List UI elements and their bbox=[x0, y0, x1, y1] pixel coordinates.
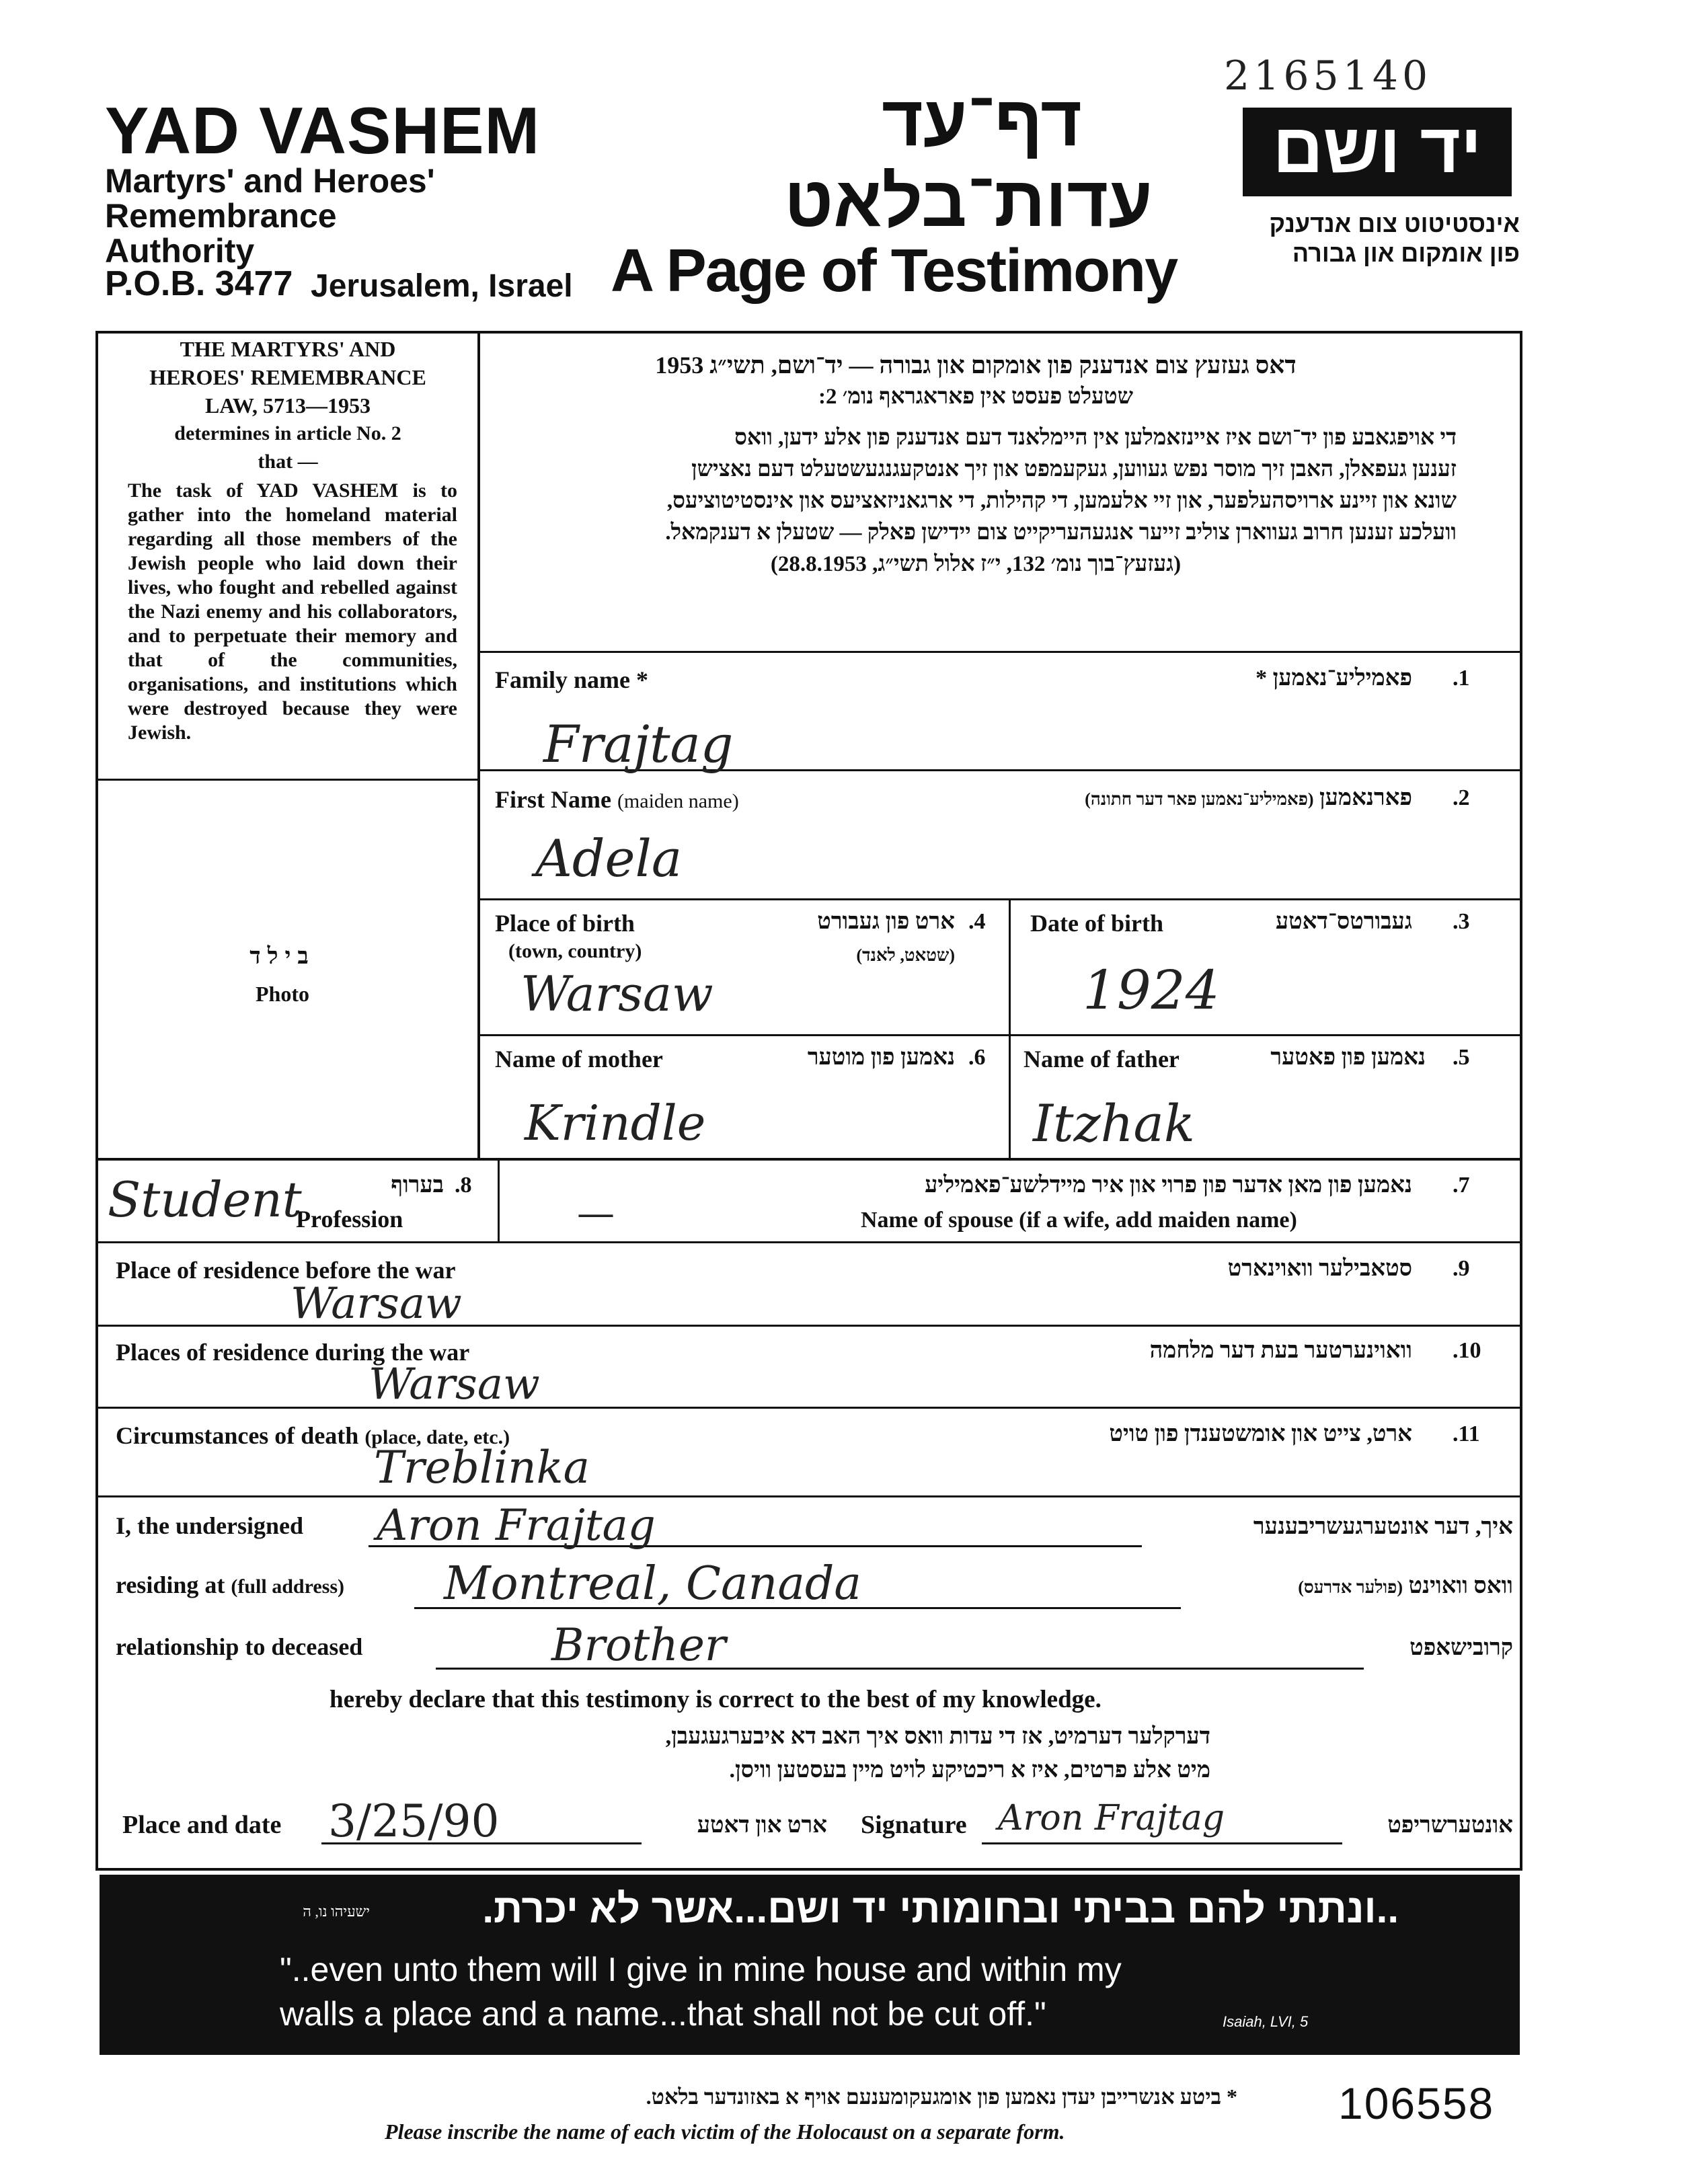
residence-before-value[interactable]: Warsaw bbox=[291, 1279, 462, 1329]
place-date-label: Place and date bbox=[122, 1811, 282, 1839]
hebrew-law-line-1: דאס געזעץ צום אנדענק פון אומקום און גבורה — יד־ושם, תשי״ג 1953 bbox=[655, 352, 1297, 379]
first-name-label-main: First Name bbox=[495, 786, 611, 813]
date-of-birth-hebrew: געבורטס־דאטע bbox=[1275, 909, 1412, 934]
row-line-8 bbox=[95, 1407, 1522, 1409]
signature-hebrew: אונטערשריפט bbox=[1387, 1813, 1513, 1838]
footer-hebrew: * ביטע אנשרייבן יעדן נאמען פון אומגעקומענעם אויף א באזונדער בלאט. bbox=[646, 2084, 1237, 2109]
row-line-5 bbox=[95, 1158, 1522, 1161]
family-name-hebrew: פאמיליע־נאמען * bbox=[1255, 666, 1412, 691]
first-name-value[interactable]: Adela bbox=[535, 828, 683, 888]
date-of-birth-number: .3 bbox=[1453, 909, 1470, 934]
law-title-3: LAW, 5713—1953 bbox=[205, 393, 371, 418]
place-of-birth-sub: (town, country) bbox=[508, 940, 642, 962]
frame-right bbox=[1520, 331, 1522, 1871]
spouse-value[interactable]: — bbox=[577, 1192, 615, 1235]
residence-before-label: Place of residence before the war bbox=[116, 1257, 456, 1284]
undersigned-value[interactable]: Aron Frajtag bbox=[377, 1501, 656, 1551]
residence-during-number: .10 bbox=[1453, 1338, 1481, 1363]
org-name: YAD VASHEM bbox=[105, 93, 541, 167]
first-name-label-sub: (maiden name) bbox=[617, 790, 739, 812]
residence-during-value[interactable]: Warsaw bbox=[369, 1360, 540, 1409]
place-of-birth-hebrew: ארט פון געבורט bbox=[817, 909, 955, 934]
date-of-birth-value[interactable]: 1924 bbox=[1083, 959, 1220, 1021]
undersigned-hebrew: איך, דער אונטערגעשריבענער bbox=[1253, 1514, 1513, 1539]
place-date-value[interactable]: 3/25/90 bbox=[328, 1795, 500, 1847]
hebrew-law-line-5: שונא און זיינע ארויסהעלפער, און זיי אלעמען, די קהילות, די ארגאניזאציעס און אינסטיטוציעס, bbox=[666, 489, 1457, 513]
hebrew-law-line-7: (געזעץ־בוך נומ׳ 132, י״ז אלול תשי״ג, 28.8.1953) bbox=[770, 552, 1182, 576]
law-title-5: that — bbox=[258, 451, 318, 473]
page-title: A Page of Testimony bbox=[611, 237, 1177, 305]
father-name-hebrew: נאמען פון פאטער bbox=[1270, 1045, 1426, 1070]
hebrew-title-1: דף־עד bbox=[882, 81, 1082, 161]
hebrew-statement-2: מיט אלע פרטים, איז א ריכטיקע לויט מיין בעסטען וויסן. bbox=[729, 1758, 1210, 1783]
frame-left bbox=[95, 331, 98, 1871]
law-box-bottom bbox=[95, 779, 480, 781]
father-name-label: Name of father bbox=[1023, 1046, 1180, 1072]
first-name-hebrew-main: פארנאמען bbox=[1319, 785, 1412, 810]
family-name-value[interactable]: Frajtag bbox=[543, 714, 734, 774]
profession-label: Profession bbox=[296, 1206, 403, 1233]
residing-hebrew bbox=[1184, 1573, 1513, 1599]
org-line-2: Remembrance bbox=[105, 197, 337, 235]
row-line-9 bbox=[95, 1495, 1522, 1497]
residence-during-hebrew: וואוינערטער בעת דער מלחמה bbox=[1149, 1338, 1412, 1363]
death-number: .11 bbox=[1453, 1421, 1480, 1446]
mother-name-label: Name of mother bbox=[495, 1046, 663, 1072]
place-of-birth-label: Place of birth bbox=[495, 910, 635, 937]
mother-name-value[interactable]: Krindle bbox=[525, 1095, 706, 1151]
residence-before-number: .9 bbox=[1453, 1256, 1470, 1281]
logo-subtitle-2: פון אומקום און גבורה bbox=[1292, 239, 1520, 267]
residing-hebrew-main: וואס וואוינט bbox=[1408, 1573, 1513, 1598]
law-box-body: The task of YAD VASHEM is to gather into the homeland material regarding all those members of the Jewish people who laid down their lives, who fought and rebelled against the Nazi enemy and his collaborators, and to perpetuate their memory and that of the communities, organisations, and institutions which were destroyed because they were Jewish. bbox=[128, 479, 457, 744]
org-city: Jerusalem, Israel bbox=[311, 268, 573, 304]
spouse-label: Name of spouse (if a wife, add maiden name) bbox=[861, 1208, 1297, 1233]
hebrew-law-line-6: וועלכע זענען חרוב געווארן צוליב זייער אנגעהעריקייט צום יידישן פאלק — שטעלן א דענקמאל. bbox=[665, 520, 1457, 545]
death-value[interactable]: Treblinka bbox=[374, 1442, 590, 1493]
registration-number-top: 2165140 bbox=[1224, 52, 1432, 100]
residing-label bbox=[116, 1571, 344, 1599]
spouse-hebrew: נאמען פון מאן אדער פון פרוי און איר מיידלשע־פאמיליע bbox=[925, 1173, 1412, 1198]
law-title-2: HEROES' REMEMBRANCE bbox=[149, 365, 426, 389]
law-title-1: THE MARTYRS' AND bbox=[180, 337, 396, 361]
relationship-value[interactable]: Brother bbox=[551, 1619, 726, 1671]
row-line-6 bbox=[95, 1241, 1522, 1243]
death-hebrew: ארט, צייט און אומשטענדן פון טויט bbox=[1109, 1421, 1412, 1446]
org-line-1: Martyrs' and Heroes' bbox=[105, 162, 435, 200]
mother-name-hebrew: נאמען פון מוטער bbox=[807, 1045, 955, 1070]
date-of-birth-label: Date of birth bbox=[1030, 910, 1163, 937]
banner-hebrew-reference: ישעיהו נו, ה bbox=[303, 1903, 370, 1920]
residence-before-hebrew: סטאבילער וואוינארט bbox=[1227, 1256, 1412, 1281]
spouse-number: .7 bbox=[1453, 1173, 1470, 1198]
hebrew-title-2: עדות־בלאט bbox=[784, 162, 1153, 241]
declaration-statement: hereby declare that this testimony is correct to the best of my knowledge. bbox=[330, 1686, 1102, 1713]
registration-number-bottom: 106558 bbox=[1338, 2078, 1495, 2128]
profession-value[interactable]: Student bbox=[108, 1171, 302, 1228]
family-name-number: .1 bbox=[1453, 666, 1470, 691]
footer-english: Please inscribe the name of each victim of the Holocaust on a separate form. bbox=[385, 2119, 1065, 2144]
column-divider-birth bbox=[1009, 898, 1011, 1159]
place-of-birth-value[interactable]: Warsaw bbox=[520, 966, 713, 1022]
first-name-number: .2 bbox=[1453, 785, 1470, 810]
hebrew-law-line-3: די אויפגאבע פון יד־ושם איז איינזאמלען אין היימלאנד דעם אנדענק פון אלע ידען, וואס bbox=[734, 426, 1457, 450]
residing-hebrew-sub: (פולער אדרעס) bbox=[1298, 1577, 1403, 1597]
death-label-sub: (place, date, etc.) bbox=[364, 1426, 510, 1448]
photo-label: Photo bbox=[256, 982, 309, 1006]
family-name-label: Family name * bbox=[495, 666, 648, 693]
residing-label-main: residing at bbox=[116, 1571, 225, 1598]
row-line-3 bbox=[477, 898, 1522, 900]
relationship-label: relationship to deceased bbox=[116, 1633, 363, 1660]
banner-quote-line-2: walls a place and a name...that shall not be cut off." bbox=[280, 1995, 1046, 2033]
org-line-3: Authority bbox=[105, 232, 255, 270]
undersigned-label: I, the undersigned bbox=[116, 1512, 304, 1539]
frame-top bbox=[95, 331, 1522, 334]
row-line-1 bbox=[477, 651, 1522, 653]
hebrew-law-line-2: שטעלט פעסט אין פאראגראף נומ׳ 2: bbox=[818, 385, 1133, 409]
row-line-4 bbox=[477, 1034, 1522, 1036]
place-of-birth-hebrew-sub: (שטאט, לאנד) bbox=[856, 945, 955, 965]
relationship-hebrew: קרובישאפט bbox=[1409, 1635, 1513, 1660]
residence-during-label: Places of residence during the war bbox=[116, 1339, 470, 1366]
father-name-number: .5 bbox=[1453, 1045, 1470, 1070]
residing-value[interactable]: Montreal, Canada bbox=[444, 1557, 861, 1610]
first-name-label bbox=[495, 785, 739, 814]
photo-hebrew-label: בילד bbox=[249, 944, 315, 969]
residing-label-sub: (full address) bbox=[231, 1575, 344, 1598]
place-of-birth-number: .4 bbox=[968, 909, 986, 934]
hebrew-law-text bbox=[495, 350, 1457, 580]
logo-text: יד ושם bbox=[1272, 110, 1482, 188]
frame-bottom bbox=[95, 1868, 1522, 1871]
first-name-hebrew bbox=[928, 785, 1412, 811]
org-pob: P.O.B. 3477 bbox=[105, 264, 293, 303]
banner-quote-line-1: "..even unto them will I give in mine house and within my bbox=[280, 1951, 1122, 1988]
hebrew-statement-1: דערקלער דערמיט, אז די עדות וואס איך האב דא איבערגעגעבן, bbox=[665, 1724, 1210, 1749]
law-box bbox=[106, 335, 469, 476]
column-divider-profession bbox=[498, 1158, 500, 1241]
place-date-hebrew: ארט און דאטע bbox=[697, 1813, 827, 1838]
signature-value[interactable]: Aron Frajtag bbox=[998, 1798, 1225, 1838]
profession-hebrew: בערוף bbox=[391, 1173, 444, 1198]
banner-reference: Isaiah, LVI, 5 bbox=[1223, 2013, 1309, 2030]
signature-underline bbox=[982, 1842, 1342, 1844]
mother-name-number: .6 bbox=[968, 1045, 986, 1070]
logo-subtitle-1: אינסטיטוט צום אנדענק bbox=[1269, 210, 1520, 237]
death-label-main: Circumstances of death bbox=[116, 1422, 359, 1449]
banner-hebrew-quote: ..ונתתי להם בביתי ובחומותי יד ושם...אשר לא יכרת. bbox=[482, 1886, 1399, 1931]
hebrew-law-line-4: זענען געפאלן, האבן זיך מוסר נפש געווען, געקעמפט און זיך אנטקעגנגעשטעלט דעם נאצישן bbox=[691, 457, 1457, 481]
profession-number: .8 bbox=[455, 1173, 472, 1198]
father-name-value[interactable]: Itzhak bbox=[1033, 1093, 1195, 1153]
first-name-hebrew-sub: (פאמיליע־נאמען פאר דער חתונה) bbox=[1085, 789, 1314, 809]
signature-label: Signature bbox=[861, 1811, 967, 1839]
law-title-4: determines in article No. 2 bbox=[174, 422, 401, 444]
